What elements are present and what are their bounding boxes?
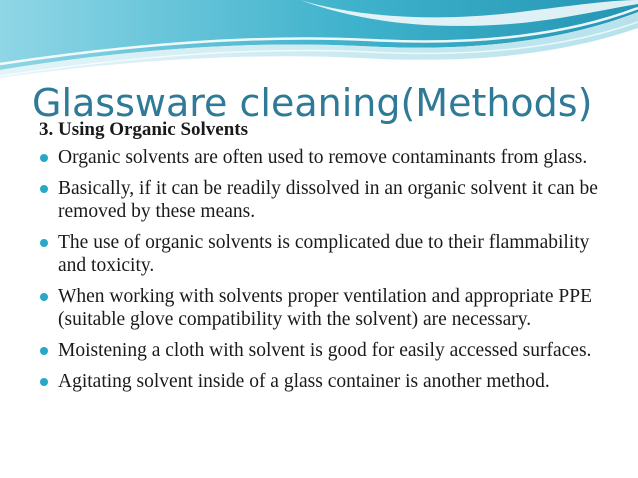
bullet-list <box>39 146 611 401</box>
bullet-icon <box>40 185 48 193</box>
bullet-text: When working with solvents proper ventilation and appropriate PPE (suitable glove compatibility with the solvent) are necessary. <box>58 286 592 330</box>
bullet-icon <box>40 378 48 386</box>
bullet-icon <box>40 347 48 355</box>
bullet-item <box>39 231 611 277</box>
bullet-icon <box>40 154 48 162</box>
bullet-item <box>39 339 611 362</box>
bullet-text: Basically, if it can be readily dissolved in an organic solvent it can be removed by these means. <box>58 178 598 222</box>
bullet-item <box>39 285 611 331</box>
bullet-icon <box>40 239 48 247</box>
section-subtitle: 3. Using Organic Solvents <box>39 119 249 140</box>
bullet-item <box>39 177 611 223</box>
header-wave-decoration <box>0 0 638 80</box>
bullet-item <box>39 370 611 393</box>
slide-title: Glassware cleaning(Methods) <box>32 81 593 125</box>
bullet-item <box>39 146 611 169</box>
bullet-text: The use of organic solvents is complicated due to their flammability and toxicity. <box>58 232 590 276</box>
bullet-text: Organic solvents are often used to remove contaminants from glass. <box>58 147 588 168</box>
bullet-text: Agitating solvent inside of a glass container is another method. <box>58 371 550 392</box>
bullet-icon <box>40 293 48 301</box>
bullet-text: Moistening a cloth with solvent is good for easily accessed surfaces. <box>58 340 592 361</box>
